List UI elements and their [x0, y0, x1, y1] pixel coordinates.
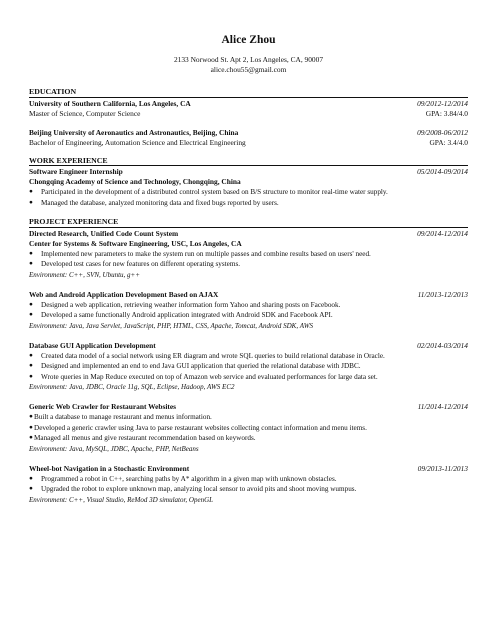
project-environment: Environment: C++, SVN, Ubuntu, g++ — [29, 270, 140, 279]
project-entry — [29, 341, 468, 393]
project-name: Web and Android Application Development Based on AJAX — [29, 289, 219, 299]
list-item: ● Participated in the development of a distributed control system based on B/S structure to monitor real-time water supply. — [29, 188, 388, 196]
list-item: ● Implemented new parameters to make the system run on multiple passes and combine results based on users' need. — [29, 249, 371, 258]
date-range: 09/2013-11/2013 — [417, 463, 468, 473]
job-title: Software Engineer Internship — [29, 167, 123, 176]
school-name: Beijing University of Aeronautics and Astronautics, Beijing, China — [29, 127, 239, 137]
project-org: Center for Systems & Software Engineering, USC, Los Angeles, CA — [29, 238, 242, 248]
list-item: ● Created data model of a social network using ER diagram and wrote SQL queries to build relational database in Oracle. — [29, 351, 385, 360]
education-entry-2-detail — [29, 138, 468, 148]
projects-section — [29, 217, 468, 505]
date-range: 09/2012-12/2014 — [417, 98, 468, 108]
education-section — [29, 87, 468, 148]
list-item: ● Designed and implemented an end to end Java GUI application that queried the relational database with JDBC. — [29, 362, 361, 370]
date-range: 09/2014-12/2014 — [417, 228, 468, 238]
project-entry — [29, 402, 468, 454]
section-title-projects: PROJECT EXPERIENCE — [29, 217, 468, 228]
project-entry — [29, 464, 468, 505]
work-section — [29, 156, 468, 209]
employer: Chongqing Academy of Science and Technology, Chongqing, China — [29, 177, 241, 186]
project-environment: Environment: C++, Visual Studio, ReMod 3D simulator, OpenGL — [29, 495, 214, 504]
list-item: ● Wrote queries in Map Reduce executed on top of Amazon web service and evaluated performances for large data set. — [29, 372, 378, 381]
date-range: 09/2008-06/2012 — [417, 127, 468, 137]
list-item: ● Managed all menus and give restaurant recommendation based on keywords. — [29, 434, 256, 442]
school-name: University of Southern California, Los Angeles, CA — [29, 98, 191, 108]
list-item: ● Upgraded the robot to explore unknown map, analyzing local sensor to avoid pits and shoot moving wumpus. — [29, 485, 357, 493]
email: alice.chou55@gmail.com — [210, 65, 287, 74]
resume-header — [29, 34, 468, 75]
list-item: ● Developed test cases for new features on different operating systems. — [29, 260, 241, 268]
gpa: GPA: 3.84/4.0 — [425, 108, 468, 118]
education-entry-2-header — [29, 128, 468, 138]
section-title-work: WORK EXPERIENCE — [29, 156, 468, 167]
address: 2133 Norwood St. Apt 2, Los Angeles, CA, 90007 — [173, 55, 324, 64]
project-environment: Environment: Java, Java Servlet, JavaScript, PHP, HTML, CSS, Apache, Tomcat, Android SDK, AWS — [29, 321, 314, 330]
gpa: GPA: 3.4/4.0 — [429, 137, 468, 147]
list-item: ● Developed a generic crawler using Java to parse restaurant websites collecting contact information and menu items. — [29, 423, 367, 432]
candidate-name: Alice Zhou — [221, 34, 276, 46]
project-entry — [29, 290, 468, 331]
date-range: 11/2013-12/2013 — [417, 289, 468, 299]
project-environment: Environment: Java, JDBC, Oracle 11g, SQL, Eclipse, Hadoop, AWS EC2 — [29, 383, 235, 391]
list-item: ● Built a database to manage restaurant and menus information. — [29, 413, 212, 421]
project-name: Generic Web Crawler for Restaurant Websites — [29, 402, 177, 411]
work-bullets — [29, 187, 468, 208]
list-item: ● Programmed a robot in C++, searching paths by A* algorithm in a given map with unknown obstacles. — [29, 474, 337, 483]
degree: Master of Science, Computer Science — [29, 108, 141, 118]
project-name: Directed Research, Unified Code Count System — [29, 228, 179, 238]
section-title-education: EDUCATION — [29, 87, 468, 98]
work-entry-header — [29, 167, 468, 177]
list-item: ● Designed a web application, retrieving weather information form Yahoo and sharing posts on Facebook. — [29, 300, 341, 309]
list-item: ● Developed a same functionally Android application integrated with Android SDK and Facebook API. — [29, 311, 333, 319]
date-range: 11/2014-12/2014 — [417, 402, 468, 411]
project-environment: Environment: Java, MySQL, JDBC, Apache, PHP, NetBeans — [29, 444, 199, 453]
date-range: 02/2014-03/2014 — [417, 340, 468, 350]
date-range: 05/2014-09/2014 — [417, 167, 468, 176]
list-item: ● Managed the database, analyzed monitoring data and fixed bugs reported by users. — [29, 198, 279, 207]
education-entry-1-header — [29, 99, 468, 109]
project-entry — [29, 229, 468, 280]
project-name: Database GUI Application Development — [29, 340, 156, 350]
education-entry-1-detail — [29, 109, 468, 119]
project-name: Wheel-bot Navigation in a Stochastic Environment — [29, 463, 190, 473]
degree: Bachelor of Engineering, Automation Science and Electrical Engineering — [29, 137, 246, 147]
